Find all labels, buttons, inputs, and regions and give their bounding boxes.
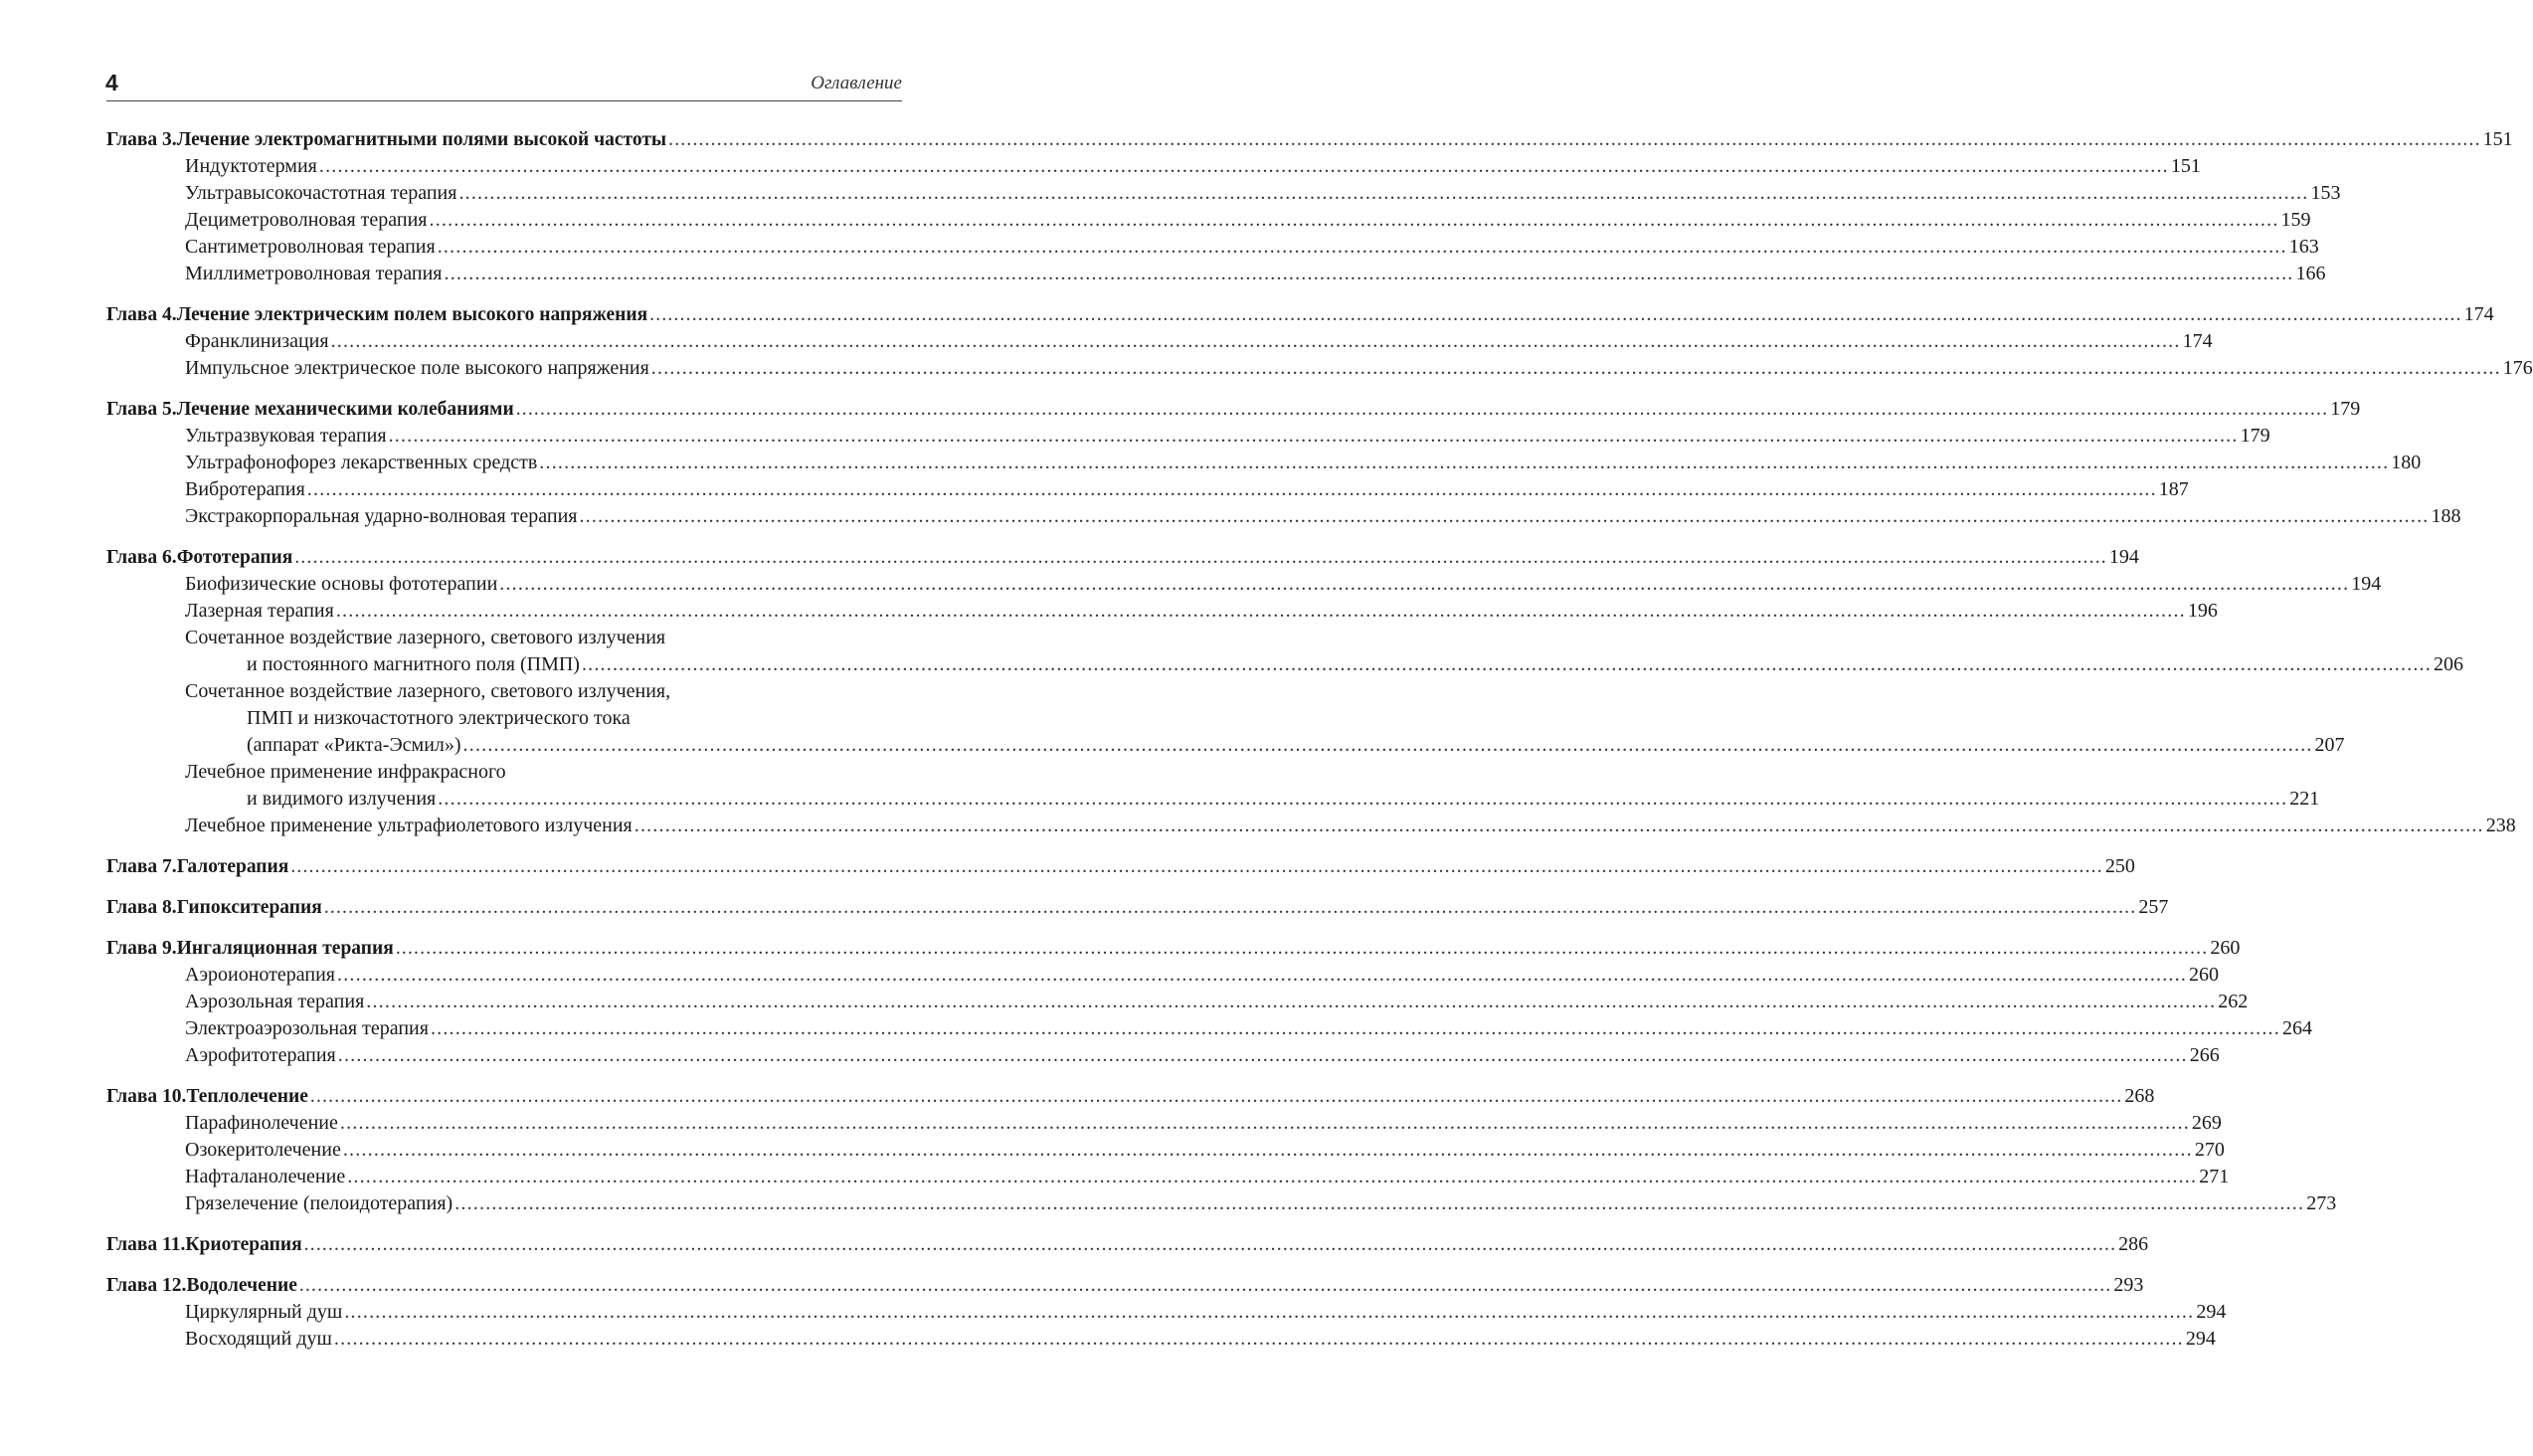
chapter-label: Глава 9. xyxy=(106,938,177,959)
dot-leader: ............................................................................................................................................................................................................................................................................................................ xyxy=(388,425,2239,447)
entry-title: Циркулярный душ xyxy=(185,1301,343,1323)
page-ref: 151 xyxy=(2170,155,2201,177)
chapter-label: Глава 6. xyxy=(106,547,177,568)
toc-entry[interactable] xyxy=(106,1164,2230,1190)
toc-chapter-heading[interactable] xyxy=(106,935,2241,962)
toc-chapter-heading[interactable] xyxy=(106,1272,2144,1299)
page-ref: 196 xyxy=(2187,600,2218,622)
chapter-title: Лечение электрическим полем высокого напряжения xyxy=(176,304,648,325)
toc-chapter xyxy=(106,396,2461,530)
page-ref: 194 xyxy=(2351,573,2382,595)
dot-leader: ............................................................................................................................................................................................................................................................................................................ xyxy=(581,653,2432,675)
toc-chapter-heading[interactable] xyxy=(106,301,2494,328)
dot-leader: ............................................................................................................................................................................................................................................................................................................ xyxy=(323,897,2137,918)
page-ref: 273 xyxy=(2306,1192,2337,1214)
entry-title: Грязелечение (пелоидотерапия) xyxy=(185,1192,453,1214)
page-ref: 179 xyxy=(2330,398,2361,420)
page-ref: 176 xyxy=(2502,357,2533,379)
entry-title: и видимого излучения xyxy=(247,788,437,810)
chapter-label: Глава 10. xyxy=(106,1086,187,1107)
toc-entry[interactable] xyxy=(106,450,2422,476)
toc-entry[interactable] xyxy=(106,153,2201,180)
chapter-label: Глава 11. xyxy=(106,1234,186,1255)
toc-chapter-heading[interactable] xyxy=(106,1231,2149,1258)
toc-entry[interactable] xyxy=(106,625,902,651)
page-ref: 159 xyxy=(2280,209,2311,231)
dot-leader: ............................................................................................................................................................................................................................................................................................................ xyxy=(437,236,2287,258)
toc-chapter xyxy=(106,1272,2227,1353)
toc-entry[interactable] xyxy=(106,598,2218,625)
page-ref: 260 xyxy=(2189,964,2220,986)
entry-title: Аэроионотерапия xyxy=(185,964,336,986)
entry-title: Ультравысокочастотная терапия xyxy=(185,182,457,204)
entry-title: Вибротерапия xyxy=(185,478,305,500)
toc-chapter xyxy=(106,1231,2149,1258)
toc-chapter xyxy=(106,853,2135,880)
chapter-title: Фототерапия xyxy=(176,547,293,568)
toc-chapter-heading[interactable] xyxy=(106,126,2513,153)
page-ref: 174 xyxy=(2182,330,2213,352)
dot-leader: ............................................................................................................................................................................................................................................................................................................ xyxy=(429,209,2279,231)
page-ref: 163 xyxy=(2288,236,2319,258)
entry-title: Франклинизация xyxy=(185,330,329,352)
dot-leader: ............................................................................................................................................................................................................................................................................................................ xyxy=(347,1166,2198,1187)
entry-title: Дециметроволновая терапия xyxy=(185,209,428,231)
entry-title: Сочетанное воздействие лазерного, светового излучения xyxy=(185,627,666,648)
page-ref: 206 xyxy=(2433,653,2463,675)
toc-entry[interactable] xyxy=(106,476,2189,503)
page-ref: 207 xyxy=(2314,734,2345,756)
entry-title: Биофизические основы фототерапии xyxy=(185,573,498,595)
dot-leader: ............................................................................................................................................................................................................................................................................................................ xyxy=(458,182,2309,204)
page-ref: 271 xyxy=(2199,1166,2230,1187)
page-ref: 294 xyxy=(2185,1328,2216,1350)
toc-entry[interactable] xyxy=(106,261,2326,287)
dot-leader: ............................................................................................................................................................................................................................................................................................................ xyxy=(333,1328,2184,1350)
entry-title: Парафинолечение xyxy=(185,1112,338,1134)
toc-chapter xyxy=(106,544,2516,839)
table-of-contents xyxy=(106,126,2533,1366)
toc-entry[interactable] xyxy=(106,423,2270,450)
chapter-label: Глава 5. xyxy=(106,399,177,420)
toc-chapter xyxy=(106,301,2533,382)
page-ref: 187 xyxy=(2158,478,2189,500)
dot-leader: ............................................................................................................................................................................................................................................................................................................ xyxy=(438,788,2288,810)
toc-entry[interactable] xyxy=(106,962,2220,989)
entry-title: Экстракорпоральная ударно-волновая терапия xyxy=(185,505,578,527)
chapter-title: Лечение электромагнитными полями высокой частоты xyxy=(176,129,667,150)
toc-entry[interactable] xyxy=(106,786,2320,813)
dot-leader: ............................................................................................................................................................................................................................................................................................................ xyxy=(298,1275,2112,1296)
page-ref: 268 xyxy=(2124,1085,2155,1107)
entry-title: Аэрофитотерапия xyxy=(185,1044,336,1066)
dot-leader: ............................................................................................................................................................................................................................................................................................................ xyxy=(499,573,2350,595)
toc-chapter-heading[interactable] xyxy=(106,853,2135,880)
toc-entry[interactable] xyxy=(106,503,2461,530)
page-ref: 153 xyxy=(2310,182,2341,204)
dot-leader: ............................................................................................................................................................................................................................................................................................................ xyxy=(650,357,2501,379)
chapter-title: Галотерапия xyxy=(176,856,289,877)
page-ref: 266 xyxy=(2189,1044,2220,1066)
toc-entry[interactable] xyxy=(106,1190,2337,1217)
dot-leader: ............................................................................................................................................................................................................................................................................................................ xyxy=(454,1192,2305,1214)
page-ref: 286 xyxy=(2118,1233,2149,1255)
dot-leader: ............................................................................................................................................................................................................................................................................................................ xyxy=(539,452,2390,473)
chapter-title: Криотерапия xyxy=(185,1234,302,1255)
chapter-title: Водолечение xyxy=(186,1275,297,1296)
toc-chapter-heading[interactable] xyxy=(106,894,2169,921)
dot-leader: ............................................................................................................................................................................................................................................................................................................ xyxy=(444,263,2294,284)
toc-chapter xyxy=(106,1083,2337,1217)
page-ref: 151 xyxy=(2482,128,2513,150)
entry-title: Ультрафонофорез лекарственных средств xyxy=(185,452,538,473)
dot-leader: ............................................................................................................................................................................................................................................................................................................ xyxy=(668,129,2481,150)
chapter-label: Глава 4. xyxy=(106,304,177,325)
dot-leader: ............................................................................................................................................................................................................................................................................................................ xyxy=(290,856,2103,877)
toc-entry[interactable] xyxy=(106,1015,2312,1042)
chapter-title: Гипокситерапия xyxy=(176,897,322,918)
page-ref: 264 xyxy=(2281,1017,2312,1039)
entry-title: Лечебное применение ультрафиолетового излучения xyxy=(185,815,633,836)
toc-chapter-heading[interactable] xyxy=(106,396,2361,423)
toc-chapter-heading[interactable] xyxy=(106,544,2139,571)
dot-leader: ............................................................................................................................................................................................................................................................................................................ xyxy=(303,1234,2117,1255)
toc-entry[interactable] xyxy=(106,571,2382,598)
entry-title: Сочетанное воздействие лазерного, светового излучения, xyxy=(185,680,671,702)
dot-leader: ............................................................................................................................................................................................................................................................................................................ xyxy=(579,505,2430,527)
dot-leader: ............................................................................................................................................................................................................................................................................................................ xyxy=(649,304,2462,325)
toc-entry[interactable] xyxy=(106,1110,2222,1137)
header-rule xyxy=(106,100,902,101)
toc-entry[interactable] xyxy=(106,1326,2216,1353)
entry-title: Нафталанолечение xyxy=(185,1166,346,1187)
entry-title: и постоянного магнитного поля (ПМП) xyxy=(247,653,580,675)
dot-leader: ............................................................................................................................................................................................................................................................................................................ xyxy=(339,1112,2190,1134)
page-ref: 250 xyxy=(2104,855,2135,877)
entry-title: Лазерная терапия xyxy=(185,600,334,622)
dot-leader: ............................................................................................................................................................................................................................................................................................................ xyxy=(395,938,2209,959)
dot-leader: ............................................................................................................................................................................................................................................................................................................ xyxy=(337,964,2188,986)
entry-title: (аппарат «Рикта-Эсмил») xyxy=(247,734,461,756)
toc-entry[interactable] xyxy=(106,355,2533,382)
toc-entry[interactable] xyxy=(106,705,902,732)
page-ref: 262 xyxy=(2218,991,2249,1012)
entry-title: Электроаэрозольная терапия xyxy=(185,1017,429,1039)
dot-leader: ............................................................................................................................................................................................................................................................................................................ xyxy=(294,547,2107,568)
toc-entry[interactable] xyxy=(106,207,2311,234)
toc-entry[interactable] xyxy=(106,180,2341,207)
dot-leader: ............................................................................................................................................................................................................................................................................................................ xyxy=(318,155,2169,177)
page-ref: 260 xyxy=(2210,937,2241,959)
chapter-label: Глава 7. xyxy=(106,856,177,877)
entry-title: Миллиметроволновая терапия xyxy=(185,263,443,284)
entry-title: ПМП и низкочастотного электрического тока xyxy=(247,707,631,729)
page-ref: 238 xyxy=(2485,815,2516,836)
dot-leader: ............................................................................................................................................................................................................................................................................................................ xyxy=(462,734,2313,756)
page-ref: 180 xyxy=(2391,452,2422,473)
chapter-title: Ингаляционная терапия xyxy=(176,938,394,959)
page-ref: 269 xyxy=(2191,1112,2222,1134)
toc-chapter xyxy=(106,894,2169,921)
toc-entry[interactable] xyxy=(106,1137,2225,1164)
dot-leader: ............................................................................................................................................................................................................................................................................................................ xyxy=(344,1301,2195,1323)
chapter-label: Глава 8. xyxy=(106,897,177,918)
page-ref: 221 xyxy=(2289,788,2320,810)
toc-chapter-heading[interactable] xyxy=(106,1083,2155,1110)
entry-title: Аэрозольная терапия xyxy=(185,991,365,1012)
toc-entry[interactable] xyxy=(106,678,902,705)
dot-leader: ............................................................................................................................................................................................................................................................................................................ xyxy=(337,1044,2188,1066)
page-ref: 174 xyxy=(2463,303,2494,325)
page-ref: 270 xyxy=(2194,1139,2225,1161)
page-ref: 179 xyxy=(2240,425,2270,447)
toc-entry[interactable] xyxy=(106,328,2213,355)
entry-title: Восходящий душ xyxy=(185,1328,332,1350)
entry-title: Ультразвуковая терапия xyxy=(185,425,387,447)
dot-leader: ............................................................................................................................................................................................................................................................................................................ xyxy=(306,478,2157,500)
entry-title: Импульсное электрическое поле высокого напряжения xyxy=(185,357,649,379)
page-ref: 194 xyxy=(2108,546,2139,568)
toc-entry[interactable] xyxy=(106,813,2516,839)
toc-entry[interactable] xyxy=(106,234,2319,261)
dot-leader: ............................................................................................................................................................................................................................................................................................................ xyxy=(330,330,2181,352)
dot-leader: ............................................................................................................................................................................................................................................................................................................ xyxy=(309,1086,2123,1107)
dot-leader: ............................................................................................................................................................................................................................................................................................................ xyxy=(633,815,2484,836)
toc-entry[interactable] xyxy=(106,1042,2220,1069)
dot-leader: ............................................................................................................................................................................................................................................................................................................ xyxy=(342,1139,2193,1161)
dot-leader: ............................................................................................................................................................................................................................................................................................................ xyxy=(430,1017,2280,1039)
entry-title: Лечебное применение инфракрасного xyxy=(185,761,506,783)
toc-entry[interactable] xyxy=(106,732,2345,759)
entry-title: Сантиметроволновая терапия xyxy=(185,236,436,258)
page-ref: 188 xyxy=(2431,505,2461,527)
page-ref: 293 xyxy=(2113,1274,2144,1296)
page-ref: 294 xyxy=(2196,1301,2227,1323)
page-ref: 257 xyxy=(2138,896,2169,918)
toc-entry[interactable] xyxy=(106,989,2249,1015)
toc-entry[interactable] xyxy=(106,1299,2227,1326)
entry-title: Озокеритолечение xyxy=(185,1139,341,1161)
chapter-title: Теплолечение xyxy=(186,1086,308,1107)
toc-chapter xyxy=(106,935,2312,1069)
page-ref: 166 xyxy=(2295,263,2326,284)
toc-entry[interactable] xyxy=(106,759,902,786)
dot-leader: ............................................................................................................................................................................................................................................................................................................ xyxy=(335,600,2186,622)
toc-entry[interactable] xyxy=(106,651,2463,678)
page-number: 4 xyxy=(105,70,118,95)
chapter-title: Лечение механическими колебаниями xyxy=(176,399,514,420)
running-header: Оглавление xyxy=(811,73,902,93)
toc-chapter xyxy=(106,126,2513,287)
dot-leader: ............................................................................................................................................................................................................................................................................................................ xyxy=(515,399,2329,420)
entry-title: Индуктотермия xyxy=(185,155,317,177)
chapter-label: Глава 12. xyxy=(106,1275,187,1296)
dot-leader: ............................................................................................................................................................................................................................................................................................................ xyxy=(366,991,2217,1012)
chapter-label: Глава 3. xyxy=(106,129,177,150)
